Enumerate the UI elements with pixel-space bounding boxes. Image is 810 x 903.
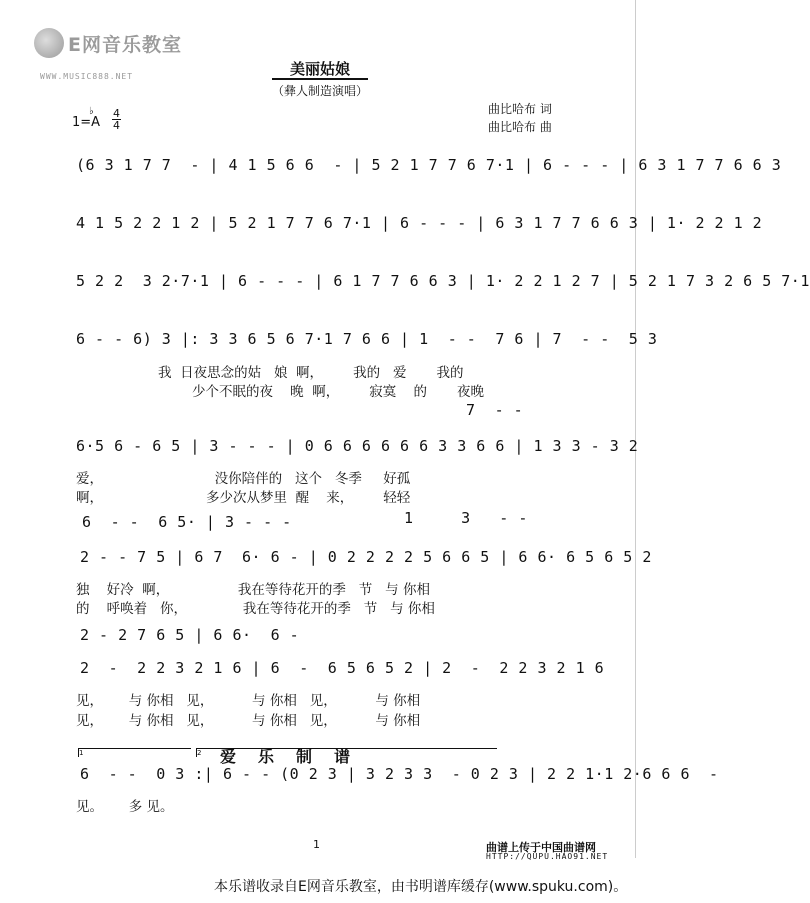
time-signature bbox=[112, 108, 121, 131]
key-signature: 1=A bbox=[72, 115, 101, 130]
lyric-line-6a: 独 好冷 啊， 我在等待花开的季 节 与 你相 bbox=[76, 582, 430, 598]
score-line-8: 6 - - 0 3 :| 6 - - (0 2 3 | 3 2 3 3 - 0 2 3 | 2 2 1·1 2·6 6 6 - bbox=[80, 765, 719, 783]
page-number: 1 bbox=[313, 838, 320, 851]
lyric-line-5a: 爱， 没你陪伴的 这个 冬季 好孤 bbox=[76, 471, 411, 487]
score-line-4: 6 - - 6) 3 |: 3 3 6 5 6 7·1 7 6 6 | 1 - - 7 6 | 7 - - 5 3 bbox=[76, 330, 658, 348]
lyric-line-7a: 见， 与 你相 见， 与 你相 见， 与 你相 bbox=[76, 693, 421, 709]
upload-note: 曲谱上传于中国曲谱网 bbox=[486, 841, 596, 854]
meter-top: 4 bbox=[113, 107, 120, 120]
lyricist-credit: 曲比哈布 词 bbox=[488, 102, 552, 116]
source-footer: 本乐谱收录自E网音乐教室，由书明谱库缓存(www.spuku.com)。 bbox=[214, 879, 628, 895]
lyric-line-4b: 少个不眠的夜 晚 啊， 寂寞 的 夜晚 bbox=[192, 384, 484, 400]
flat-symbol: ♭ bbox=[89, 106, 94, 117]
lyric-line-7b: 见， 与 你相 见， 与 你相 见， 与 你相 bbox=[76, 713, 421, 729]
logo-text: E网音乐教室 bbox=[68, 33, 182, 56]
score-line-5: 6·5 6 - 6 5 | 3 - - - | 0 6 6 6 6 6 6 3 3 6 6 | 1 3 3 - 3 2 bbox=[76, 437, 639, 455]
song-title: 美丽姑娘 bbox=[289, 60, 350, 78]
score-line-4-alt: 7 - - bbox=[466, 401, 524, 419]
score-line-5-alt2: 1 3 - - bbox=[404, 509, 528, 527]
title-underline bbox=[272, 78, 368, 80]
lyric-line-5b: 啊， 多少次从梦里 醒 来， 轻轻 bbox=[76, 490, 411, 506]
meter-bottom: 4 bbox=[113, 119, 120, 132]
composer-credit: 曲比哈布 曲 bbox=[488, 120, 552, 134]
score-line-6-alt: 2 - 2 7 6 5 | 6 6· 6 - bbox=[80, 626, 300, 644]
score-line-6: 2 - - 7 5 | 6 7 6· 6 - | 0 2 2 2 2 5 6 6 5 | 6 6· 6 5 6 5 2 bbox=[80, 548, 652, 566]
upload-url[interactable]: HTTP://QUPU.HAO91.NET bbox=[486, 852, 609, 861]
logo-url[interactable]: WWW.MUSIC888.NET bbox=[40, 72, 134, 81]
volta-1: 1 bbox=[78, 748, 191, 757]
lyric-line-8: 见。 多 见。 bbox=[76, 799, 174, 815]
song-subtitle: （彝人制造演唱） bbox=[271, 84, 368, 98]
score-line-3: 5 2 2 3 2·7·1 | 6 - - - | 6 1 7 7 6 6 3 | 1· 2 2 1 2 7 | 5 2 1 7 3 2 6 5 7·1 bbox=[76, 272, 810, 290]
score-line-2: 4 1 5 2 2 1 2 | 5 2 1 7 7 6 7·1 | 6 - - - | 6 3 1 7 7 6 6 3 | 1· 2 2 1 2 bbox=[76, 214, 763, 232]
volta-2: 2 bbox=[196, 748, 497, 757]
lyric-line-4a: 我 日夜思念的姑 娘 啊， 我的 爱 我的 bbox=[158, 365, 464, 381]
arranger-heading: 爱乐制谱 bbox=[220, 747, 373, 766]
score-line-1: (6 3 1 7 7 - | 4 1 5 6 6 - | 5 2 1 7 7 6 7·1 | 6 - - - | 6 3 1 7 7 6 6 3 bbox=[76, 156, 782, 174]
lyric-line-6b: 的 呼唤着 你， 我在等待花开的季 节 与 你相 bbox=[76, 601, 435, 617]
score-line-5-alt: 6 - - 6 5· | 3 - - - bbox=[82, 513, 292, 531]
logo-icon bbox=[34, 28, 64, 58]
score-line-7: 2 - 2 2 3 2 1 6 | 6 - 6 5 6 5 2 | 2 - 2 2 3 2 1 6 bbox=[80, 659, 605, 677]
brand-logo[interactable] bbox=[34, 28, 182, 58]
